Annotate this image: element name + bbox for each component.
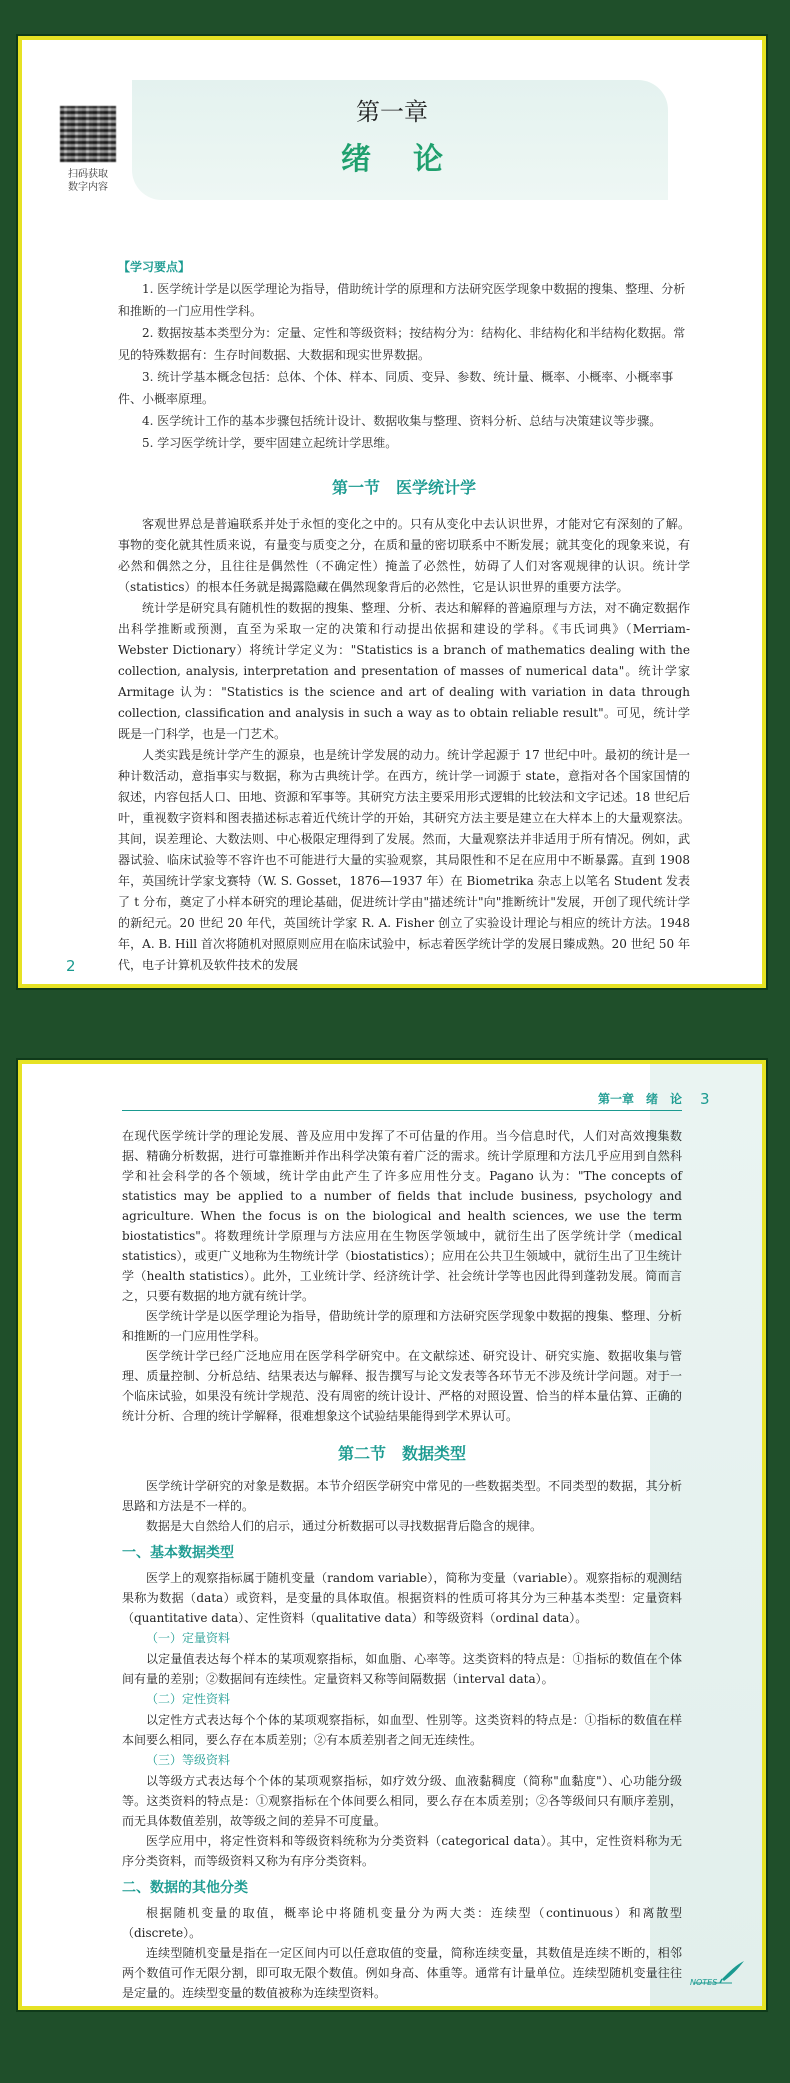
chapter-title: 绪论 — [341, 142, 485, 177]
item-heading: （一）定量资料 — [146, 1631, 231, 1645]
paragraph: 在现代医学统计学的理论发展、普及应用中发挥了不可估量的作用。当今信息时代，人们对高效搜集数据、精确分析数据，进行可靠推断并作出科学决策有着广泛的需求。统计学原理和方法几乎应用到自然科学和社会科学的各个领域，统计学由此产生了许多应用性分支。Pagano 认为："The concepts of statistics may be applied to a number of fields that include business, psychology and agriculture. When the focus is on the biological and health sciences, we use the term biostatistics"。将数理统计学原理与方法应用在生物医学领域中，就衍生出了医学统计学（medical statistics），或更广义地称为生物统计学（biostatistics）；应用在公共卫生领域中，就衍生出了卫生统计学（health statistics）。此外，工业统计学、经济统计学、社会统计学等也因此得到蓬勃发展。简而言之，只要有数据的地方就有统计学。 — [122, 1129, 682, 1303]
item-heading: （三）等级资料 — [146, 1753, 231, 1767]
page-3-body — [122, 1126, 682, 2003]
key-point: 4. 医学统计工作的基本步骤包括统计设计、数据收集与整理、资料分析、总结与决策建议等步骤。 — [142, 414, 662, 428]
page-number: 3 — [700, 1090, 710, 1108]
paragraph: 医学上的观察指标属于随机变量（random variable），简称为变量（variable）。观察指标的观测结果称为数据（data）或资料，是变量的具体取值。根据资料的性质可将其分为三种基本类型：定量资料（quantitative data）、定性资料（qualitative data）和等级资料（ordinal data）。 — [122, 1571, 682, 1625]
chapter-number: 第一章 — [356, 98, 428, 126]
paragraph: 以定性方式表达每个个体的某项观察指标，如血型、性别等。这类资料的特点是：①指标的数值在样本间要么相同，要么存在本质差别；②有本质差别者之间无连续性。 — [122, 1713, 682, 1747]
key-point: 5. 学习医学统计学，要牢固建立起统计学思维。 — [142, 436, 398, 450]
qr-caption: 扫码获取 数字内容 — [68, 169, 108, 193]
subsection-title: 一、基本数据类型 — [122, 1545, 234, 1561]
section-title: 第一节 医学统计学 — [331, 478, 476, 497]
key-points-title: 【学习要点】 — [118, 260, 191, 274]
paragraph: 根据随机变量的取值，概率论中将随机变量分为两大类：连续型（continuous）和离散型（discrete）。 — [122, 1906, 682, 1940]
paragraph: 统计学是研究具有随机性的数据的搜集、整理、分析、表达和解释的普遍原理与方法，对不确定数据作出科学推断或预测，直至为采取一定的决策和行动提出依据和建设的学科。《韦氏词典》（Merriam-Webster Dictionary）将统计学定义为："Statistics is a branch of mathematics dealing with the collection, analysis, interpretation and presentation of masses of numerical data"。统计学家 Armitage 认为："Statistics is the science and art of dealing with variation in data through collection, classification and analysis in such a way as to obtain reliable result"。可见，统计学既是一门科学，也是一门艺术。 — [118, 601, 690, 741]
paragraph: 以等级方式表达每个个体的某项观察指标，如疗效分级、血液黏稠度（简称"血黏度"）、心功能分级等。这类资料的特点是：①观察指标在个体间要么相同，要么存在本质差别；②各等级间只有顺序差别，而无具体数值差别，故等级之间的差异不可度量。 — [122, 1774, 682, 1828]
paragraph: 以定量值表达每个样本的某项观察指标，如血脂、心率等。这类资料的特点是：①指标的数值在个体间有量的差别；②数据间有连续性。定量资料又称等间隔数据（interval data）。 — [122, 1652, 682, 1686]
paragraph: 人类实践是统计学产生的源泉，也是统计学发展的动力。统计学起源于 17 世纪中叶。最初的统计是一种计数活动，意指事实与数据，称为古典统计学。在西方，统计学一词源于 state，意指对各个国家国情的叙述，内容包括人口、田地、资源和军事等。其研究方法主要采用形式逻辑的比较法和文字记述。18 世纪后叶，重视数字资料和图表描述标志着近代统计学的开始，其研究方法主要是建立在大样本上的大量观察法。其间，误差理论、大数法则、中心极限定理得到了发展。然而，大量观察法并非适用于所有情况。例如，武器试验、临床试验等不容许也不可能进行大量的实验观察，其局限性和不足在应用中不断暴露。直到 1908 年，英国统计学家戈赛特（W. S. Gosset，1876—1937 年）在 Biometrika 杂志上以笔名 Student 发表了 t 分布，奠定了小样本研究的理论基础，促进统计学由"描述统计"向"推断统计"发展，开创了现代统计学的新纪元。20 世纪 20 年代，英国统计学家 R. A. Fisher 创立了实验设计理论与相应的统计方法。1948 年，A. B. Hill 首次将随机对照原则应用在临床试验中，标志着医学统计学的发展日臻成熟。20 世纪 50 年代，电子计算机及软件技术的发展 — [118, 748, 690, 972]
paragraph: 连续型随机变量是指在一定区间内可以任意取值的变量，简称连续变量，其数值是连续不断的，相邻两个数值可作无限分割，即可取无限个数值。例如身高、体重等。通常有计量单位。连续型随机变量往往是定量的。连续型变量的数值被称为连续型资料。 — [122, 1946, 682, 2000]
paragraph: 客观世界总是普遍联系并处于永恒的变化之中的。只有从变化中去认识世界，才能对它有深刻的了解。事物的变化就其性质来说，有量变与质变之分，在质和量的密切联系中不断发展；就其变化的现象来说，有必然和偶然之分，且往往是偶然性（不确定性）掩盖了必然性，妨碍了人们对客观规律的认识。统计学（statistics）的根本任务就是揭露隐藏在偶然现象背后的必然性，它是认识世界的重要方法学。 — [118, 517, 690, 594]
subsection-title: 二、数据的其他分类 — [122, 1880, 248, 1896]
section-title: 第二节 数据类型 — [337, 1444, 466, 1463]
key-point: 1. 医学统计学是以医学理论为指导，借助统计学的原理和方法研究医学现象中数据的搜集、整理、分析和推断的一门应用性学科。 — [118, 282, 686, 318]
key-point: 3. 统计学基本概念包括：总体、个体、样本、同质、变异、参数、统计量、概率、小概率、小概率事件、小概率原理。 — [118, 370, 674, 406]
paragraph: 医学统计学研究的对象是数据。本节介绍医学研究中常见的一些数据类型。不同类型的数据，其分析思路和方法是不一样的。 — [122, 1479, 682, 1513]
paragraph: 数据是大自然给人们的启示，通过分析数据可以寻找数据背后隐含的规律。 — [146, 1519, 543, 1533]
key-points — [118, 256, 690, 454]
paragraph: 医学应用中，将定性资料和等级资料统称为分类资料（categorical data）。其中，定性资料称为无序分类资料，而等级资料又称为有序分类资料。 — [122, 1834, 682, 1868]
textbook-page-2 — [18, 36, 766, 988]
paragraph: 医学统计学是以医学理论为指导，借助统计学的原理和方法研究医学现象中数据的搜集、整理、分析和推断的一门应用性学科。 — [122, 1309, 682, 1343]
running-head: 第一章 绪 论 — [122, 1088, 682, 1111]
section-1 — [118, 476, 690, 976]
textbook-page-3 — [18, 1060, 766, 2010]
key-point: 2. 数据按基本类型分为：定量、定性和等级资料；按结构分为：结构化、非结构化和半结构化数据。常见的特殊数据有：生存时间数据、大数据和现实世界数据。 — [118, 326, 686, 362]
page-number: 2 — [66, 957, 76, 975]
paragraph: 医学统计学已经广泛地应用在医学科学研究中。在文献综述、研究设计、研究实施、数据收集与管理、质量控制、分析总结、结果表达与解释、报告撰写与论文发表等各环节无不涉及统计学问题。对于一个临床试验，如果没有统计学规范、没有周密的统计设计、严格的对照设置、恰当的样本量估算、正确的统计分析、合理的统计学解释，很难想象这个试验结果能得到学术界认可。 — [122, 1349, 682, 1423]
item-heading: （二）定性资料 — [146, 1692, 231, 1706]
notes-label: NOTES — [690, 1978, 718, 1987]
